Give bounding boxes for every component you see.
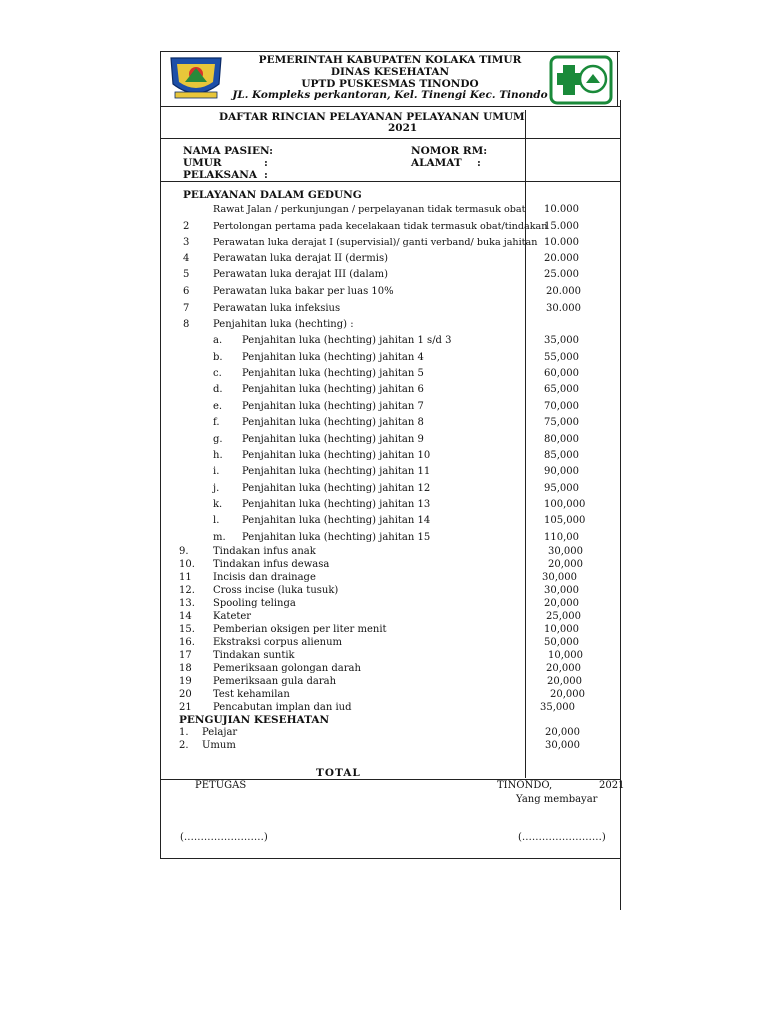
sub-item-text: Penjahitan luka (hechting) jahitan 12 <box>242 483 431 494</box>
sub-item-text: Penjahitan luka (hechting) jahitan 6 <box>242 384 424 395</box>
sub-item-price: 75,000 <box>544 417 579 428</box>
list-item-number: 13. <box>179 598 195 609</box>
sub-item-letter: e. <box>213 401 223 412</box>
umur-label: UMUR <box>183 157 222 169</box>
sub-item-letter: h. <box>213 450 223 461</box>
list-item-text: Rawat Jalan / perkunjungan / perpelayanan tidak termasuk obat <box>213 204 526 215</box>
list-item-price: 30,000 <box>544 585 579 596</box>
year-label: 2021 <box>599 780 625 791</box>
list-item-text: Pemberian oksigen per liter menit <box>213 624 387 635</box>
list-item-text: Pemeriksaan gula darah <box>213 676 337 687</box>
list-item-number: 3 <box>183 237 190 248</box>
header-line-2: DINAS KESEHATAN <box>330 66 450 78</box>
list-item-number: 4 <box>183 253 190 264</box>
sub-item-letter: l. <box>213 515 220 526</box>
alamat-colon: : <box>477 157 481 169</box>
sub-item-letter: f. <box>213 417 220 428</box>
list-item-text: Spooling telinga <box>213 598 296 609</box>
list-item-price: 35,000 <box>540 702 575 713</box>
list-item-number: 14 <box>179 611 192 622</box>
list-item-number: 7 <box>183 303 190 314</box>
header-line-3: UPTD PUSKESMAS TINONDO <box>301 78 479 90</box>
sub-item-text: Penjahitan luka (hechting) jahitan 10 <box>242 450 431 461</box>
signature-right: (……………………) <box>518 832 606 843</box>
title-divider <box>160 138 620 139</box>
list-item-text: Tindakan suntik <box>213 650 295 661</box>
sub-item-text: Penjahitan luka (hechting) jahitan 1 s/d 3 <box>242 335 452 346</box>
sub-item-letter: i. <box>213 466 220 477</box>
list-item-text: Test kehamilan <box>213 689 290 700</box>
list-item-text: Perawatan luka derajat II (dermis) <box>213 253 389 264</box>
header-line-1: PEMERINTAH KABUPATEN KOLAKA TIMUR <box>258 54 522 66</box>
sub-item-letter: b. <box>213 352 223 363</box>
list-item-price: 30,000 <box>545 740 580 751</box>
list-item-number: 18 <box>179 663 192 674</box>
sub-item-text: Penjahitan luka (hechting) jahitan 7 <box>242 401 424 412</box>
sub-item-letter: d. <box>213 384 223 395</box>
list-item-text: Pemeriksaan golongan darah <box>213 663 361 674</box>
list-item-number: 2. <box>179 740 189 751</box>
sub-item-price: 105,000 <box>544 515 586 526</box>
list-item-text: Pelajar <box>202 727 238 738</box>
document-title: DAFTAR RINCIAN PELAYANAN PELAYANAN UMUM <box>219 111 525 123</box>
sub-item-price: 95,000 <box>544 483 579 494</box>
list-item-price: 10.000 <box>544 237 579 248</box>
sub-item-text: Penjahitan luka (hechting) jahitan 4 <box>242 352 424 363</box>
list-item-price: 50,000 <box>544 637 579 648</box>
pelaksana-label: PELAKSANA <box>183 169 258 181</box>
list-item-price: 30.000 <box>546 303 581 314</box>
sub-item-text: Penjahitan luka (hechting) jahitan 14 <box>242 515 431 526</box>
alamat-label: ALAMAT <box>411 157 462 169</box>
list-item-number: 6 <box>183 286 190 297</box>
list-item-number: 20 <box>179 689 192 700</box>
sub-item-letter: m. <box>213 532 226 543</box>
list-item-number: 5 <box>183 269 190 280</box>
top-border <box>160 51 620 52</box>
document-year: 2021 <box>388 122 418 134</box>
list-item-text: Penjahitan luka (hechting) : <box>213 319 354 330</box>
list-item-price: 25.000 <box>544 269 579 280</box>
nomor-rm-label: NOMOR RM: <box>411 145 488 157</box>
place-label: TINONDO, <box>497 780 553 791</box>
sub-item-price: 35,000 <box>544 335 579 346</box>
list-item-text: Incisis dan drainage <box>213 572 316 583</box>
sub-item-price: 110,00 <box>544 532 579 543</box>
header-address: JL. Kompleks perkantoran, Kel. Tinengi Kec. Tinondo <box>232 89 548 101</box>
sub-item-letter: j. <box>213 483 220 494</box>
sub-item-price: 70,000 <box>544 401 579 412</box>
list-item-number: 11 <box>179 572 192 583</box>
list-item-price: 15.000 <box>544 221 579 232</box>
sub-item-text: Penjahitan luka (hechting) jahitan 8 <box>242 417 424 428</box>
list-item-price: 25,000 <box>546 611 581 622</box>
list-item-text: Umum <box>202 740 236 751</box>
section-pelayanan-title: PELAYANAN DALAM GEDUNG <box>183 189 362 201</box>
list-item-price: 10,000 <box>548 650 583 661</box>
list-item-price: 20,000 <box>548 559 583 570</box>
list-item-text: Tindakan infus anak <box>213 546 316 557</box>
sub-item-letter: k. <box>213 499 223 510</box>
section-pengujian-title: PENGUJIAN KESEHATAN <box>179 714 330 726</box>
list-item-price: 10,000 <box>544 624 579 635</box>
list-item-number: 21 <box>179 702 192 713</box>
total-label: TOTAL <box>316 767 361 779</box>
list-item-text: Perawatan luka derajat I (supervisial)/ ganti verband/ buka jahitan <box>213 237 538 248</box>
sub-item-price: 85,000 <box>544 450 579 461</box>
list-item-price: 20.000 <box>546 286 581 297</box>
list-item-text: Tindakan infus dewasa <box>213 559 330 570</box>
list-item-text: Kateter <box>213 611 252 622</box>
list-item-number: 10. <box>179 559 195 570</box>
list-item-text: Perawatan luka infeksius <box>213 303 341 314</box>
list-item-number: 8 <box>183 319 190 330</box>
list-item-price: 20,000 <box>546 663 581 674</box>
list-item-price: 30,000 <box>542 572 577 583</box>
list-item-price: 20,000 <box>550 689 585 700</box>
list-item-price: 30,000 <box>548 546 583 557</box>
sub-item-letter: c. <box>213 368 222 379</box>
signature-left: (……………………) <box>180 832 268 843</box>
sub-item-price: 100,000 <box>544 499 586 510</box>
list-item-number: 9. <box>179 546 189 557</box>
left-border <box>160 51 161 858</box>
list-item-text: Pertolongan pertama pada kecelakaan tidak termasuk obat/tindakan <box>213 221 548 232</box>
list-item-number: 12. <box>179 585 195 596</box>
petugas-label: PETUGAS <box>195 780 247 791</box>
sub-item-price: 60,000 <box>544 368 579 379</box>
sub-item-price: 55,000 <box>544 352 579 363</box>
list-item-number: 2 <box>183 221 190 232</box>
list-item-price: 10.000 <box>544 204 579 215</box>
list-item-text: Perawatan luka bakar per luas 10% <box>213 286 394 297</box>
umur-colon: : <box>264 157 268 169</box>
sub-item-text: Penjahitan luka (hechting) jahitan 5 <box>242 368 424 379</box>
sub-item-text: Penjahitan luka (hechting) jahitan 13 <box>242 499 431 510</box>
sub-item-letter: a. <box>213 335 223 346</box>
header-divider <box>160 106 620 107</box>
patient-divider <box>160 181 620 182</box>
list-item-text: Cross incise (luka tusuk) <box>213 585 339 596</box>
bottom-border <box>160 858 620 859</box>
list-item-price: 20,000 <box>545 727 580 738</box>
sub-item-price: 90,000 <box>544 466 579 477</box>
list-item-price: 20.000 <box>544 253 579 264</box>
list-item-text: Pencabutan implan dan iud <box>213 702 352 713</box>
list-item-number: 15. <box>179 624 195 635</box>
list-item-number: 19 <box>179 676 192 687</box>
sub-item-price: 80,000 <box>544 434 579 445</box>
list-item-number: 1. <box>179 727 189 738</box>
list-item-number: 17 <box>179 650 192 661</box>
sub-item-text: Penjahitan luka (hechting) jahitan 15 <box>242 532 431 543</box>
pelaksana-colon: : <box>264 169 268 181</box>
list-item-text: Perawatan luka derajat III (dalam) <box>213 269 389 280</box>
sub-item-text: Penjahitan luka (hechting) jahitan 11 <box>242 466 431 477</box>
list-item-number: 16. <box>179 637 195 648</box>
list-item-text: Ekstraksi corpus alienum <box>213 637 343 648</box>
list-item-price: 20,000 <box>547 676 582 687</box>
payer-label: Yang membayar <box>516 794 598 805</box>
sub-item-price: 65,000 <box>544 384 579 395</box>
sub-item-text: Penjahitan luka (hechting) jahitan 9 <box>242 434 424 445</box>
nama-pasien-label: NAMA PASIEN: <box>183 145 274 157</box>
list-item-price: 20,000 <box>544 598 579 609</box>
sub-item-letter: g. <box>213 434 223 445</box>
